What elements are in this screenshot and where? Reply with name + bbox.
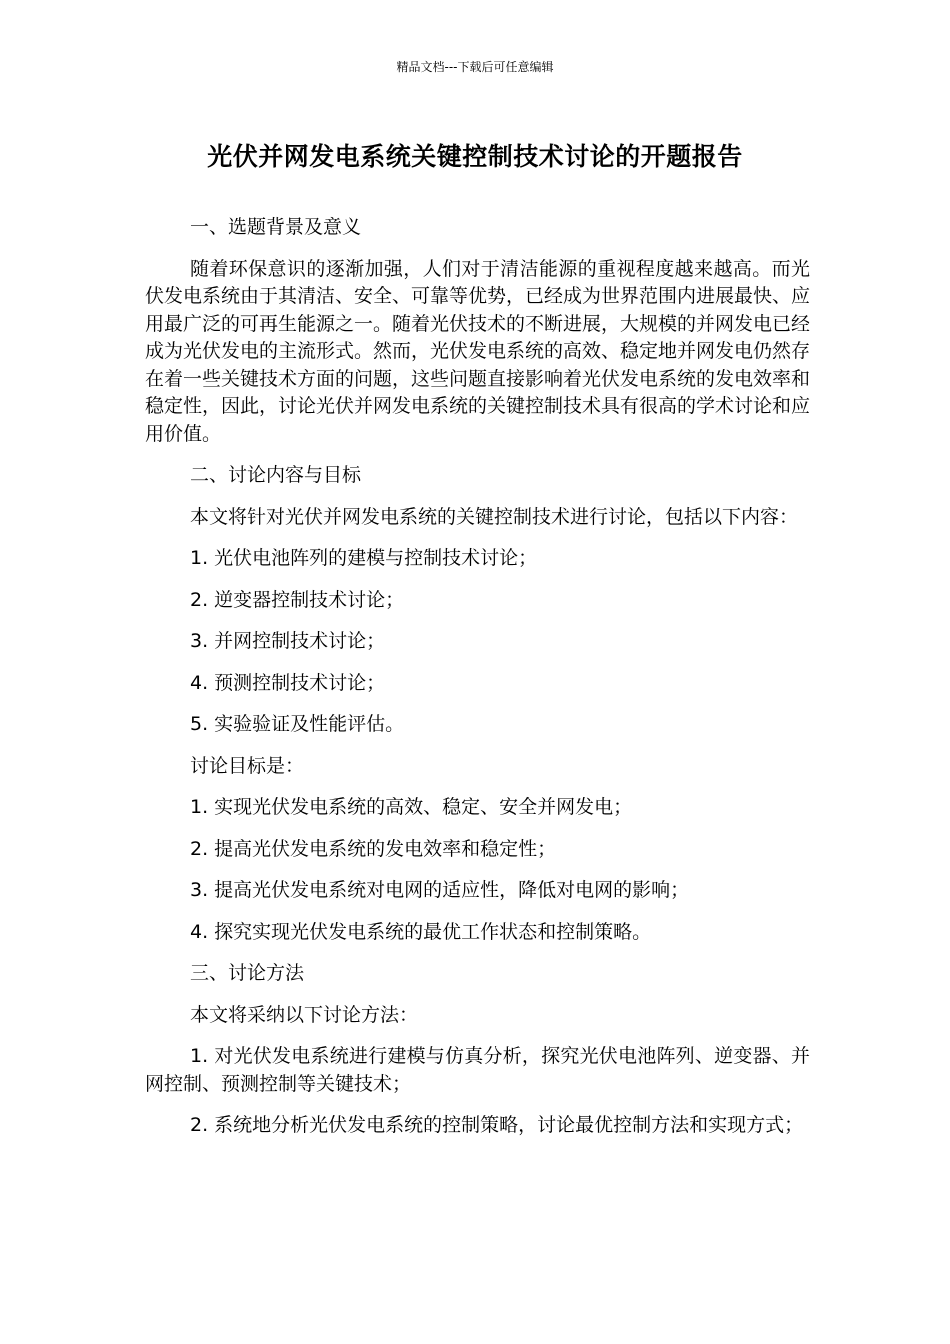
list-item: 3. 并网控制技术讨论； (190, 630, 386, 652)
goals-label: 讨论目标是： (190, 754, 305, 777)
page-header-note: 精品文档---下载后可任意编辑 (396, 60, 554, 74)
section-heading: 二、讨论内容与目标 (190, 464, 362, 486)
list-item: 4. 预测控制技术讨论； (190, 671, 386, 694)
body-paragraph: 本文将采纳以下讨论方法： (190, 1003, 419, 1026)
list-item: 2. 系统地分析光伏发电系统的控制策略，讨论最优控制方法和实现方式； (190, 1114, 804, 1136)
body-paragraph: 本文将针对光伏并网发电系统的关键控制技术进行讨论，包括以下内容： (190, 505, 799, 528)
list-item: 3. 提高光伏发电系统对电网的适应性，降低对电网的影响； (190, 879, 690, 901)
list-item: 1. 实现光伏发电系统的高效、稳定、安全并网发电； (190, 796, 633, 818)
list-item: 2. 提高光伏发电系统的发电效率和稳定性； (190, 837, 557, 860)
body-paragraph: 随着环保意识的逐渐加强，人们对于清洁能源的重视程度越来越高。而光伏发电系统由于其清洁、安全、可靠等优势，已经成为世界范围内进展最快、应用最广泛的可再生能源之一。随着光伏技术的不断进展，大规模的并网发电已经成为光伏发电的主流形式。然而，光伏发电系统的高效、稳定地并网发电仍然存在着一些关键技术方面的问题，这些问题直接影响着光伏发电系统的发电效率和稳定性，因此，讨论光伏并网发电系统的关键控制技术具有很高的学术讨论和应用价值。 (145, 257, 811, 445)
list-item: 5. 实验验证及性能评估。 (190, 713, 405, 735)
section-heading: 三、讨论方法 (190, 962, 305, 984)
list-item: 4. 探究实现光伏发电系统的最优工作状态和控制策略。 (190, 920, 652, 943)
list-item: 1. 光伏电池阵列的建模与控制技术讨论； (190, 547, 538, 569)
list-item: 2. 逆变器控制技术讨论； (190, 588, 405, 611)
section-heading: 一、选题背景及意义 (190, 216, 362, 238)
list-item: 1. 对光伏发电系统进行建模与仿真分析，探究光伏电池阵列、逆变器、并网控制、预测控制等关键技术； (145, 1045, 810, 1095)
document-body (145, 214, 810, 1154)
document-title: 光伏并网发电系统关键控制技术讨论的开题报告 (207, 142, 743, 171)
